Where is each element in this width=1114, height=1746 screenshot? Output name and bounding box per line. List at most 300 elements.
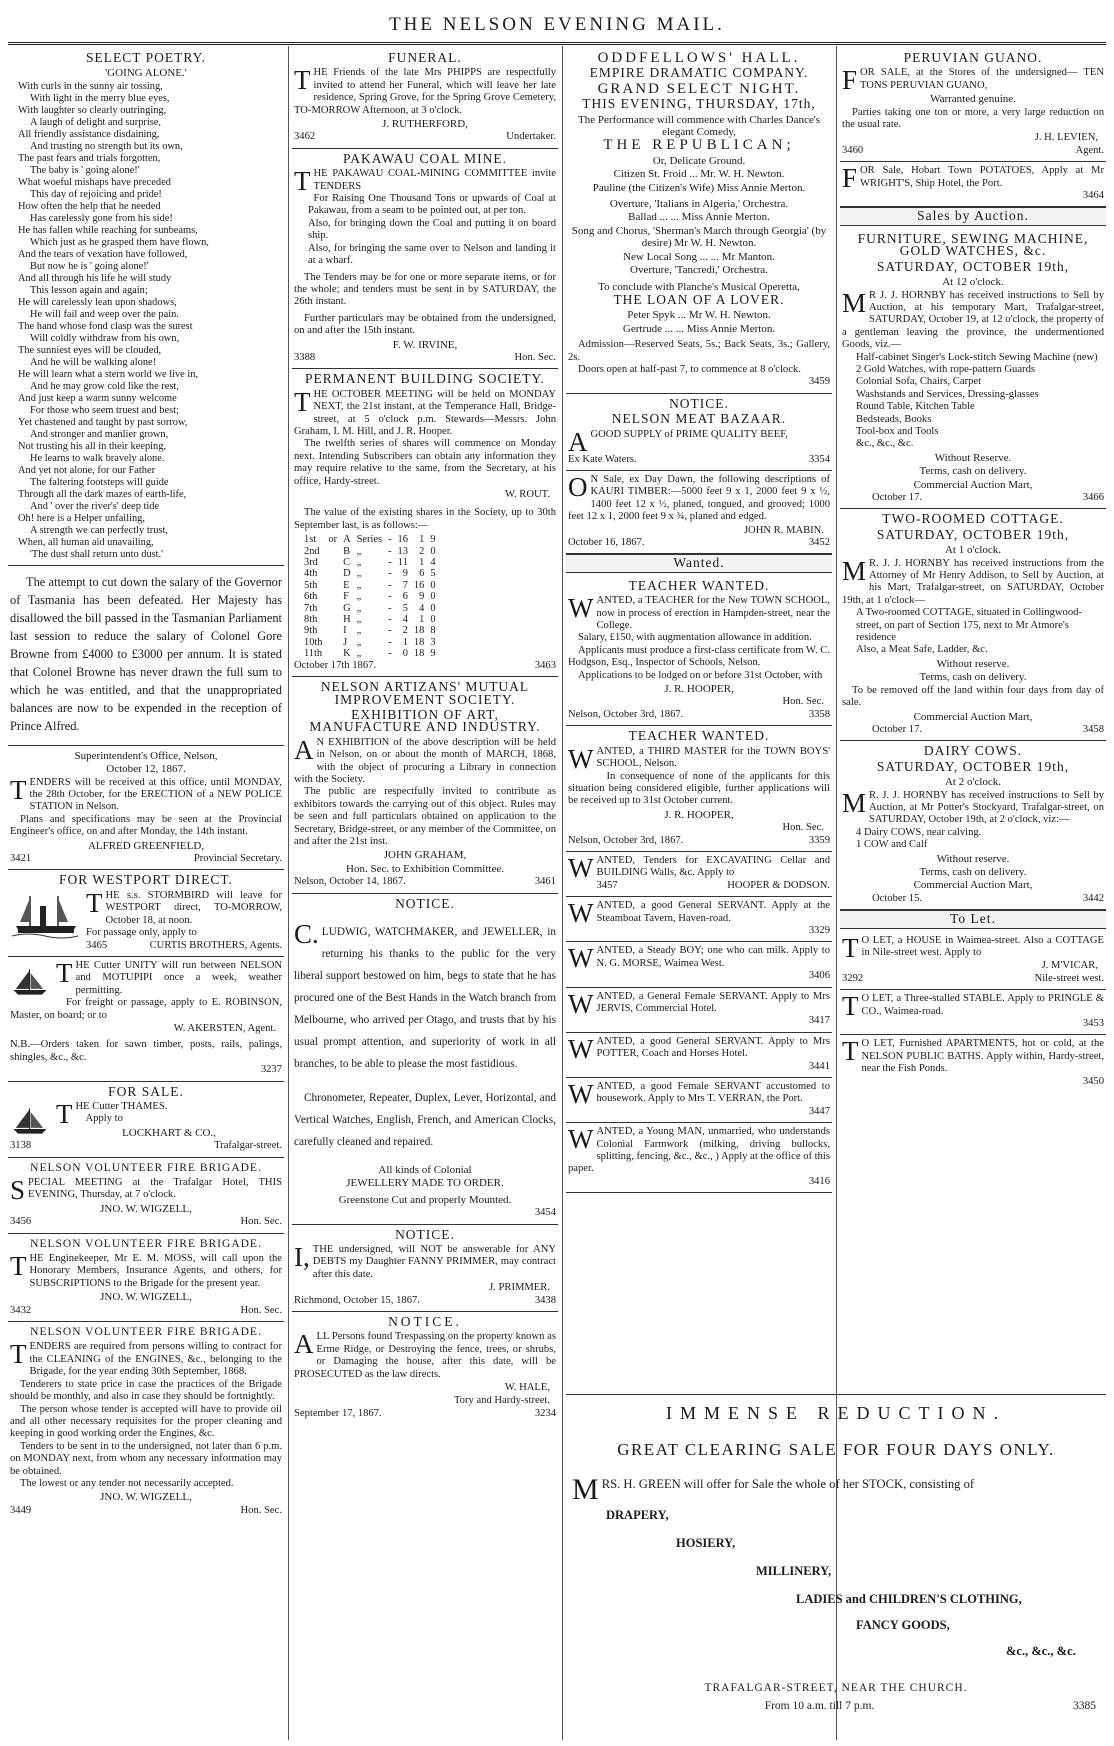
ad-paragraph: [568, 1126, 830, 1176]
ad-signer: JNO. W. WIGZELL,: [100, 1291, 192, 1304]
tender-item: Also, for bringing the same over to Nelson and landing it at a wharf.: [308, 242, 556, 267]
auction-time: At 2 o'clock.: [944, 776, 1002, 789]
forsale-ad: [8, 1082, 284, 1158]
ad-text: To be removed off the land within four days from day of sale.: [842, 684, 1104, 709]
drop-cap: M: [842, 555, 867, 586]
programme-item: Ballad ... ... Miss Annie Merton.: [628, 211, 770, 224]
tolet-ad: [840, 932, 1106, 991]
ad-text: Doors open at half-past 7, to commence at 8 o'clock.: [578, 363, 801, 375]
poem-line: He will carelessly lean upon shadows,: [18, 296, 177, 308]
primmer-ad: [292, 1225, 558, 1312]
shares-cell: A: [343, 534, 351, 546]
ad-note: N.B.—Orders taken for sawn timber, posts, rails, palings, shingles, &c., &c.: [10, 1039, 282, 1063]
auction-items: [842, 827, 1104, 852]
ad-text: The public are respectfully invited to contribute as exhibitors towards the carrying out of this object. Rules may be seen and full particulars obtained on application to the Secretary, Bridge-street, or any member of the Committee, on and after the 21st inst.: [294, 786, 557, 847]
section-heading: SELECT POETRY.: [85, 50, 207, 65]
shares-cell: 0: [402, 648, 408, 660]
poem-line: And yet not alone, for our Father: [18, 464, 156, 476]
cast-line: Gertrude ... ... Miss Annie Merton.: [622, 322, 776, 335]
ad-text: HE PAKAWAU COAL-MINING COMMITTEE invite TENDERS: [313, 168, 556, 192]
poem-line: And ' over the river's' deep tide: [30, 500, 160, 512]
ad-text: Tenders to be sent in to the undersigned, not later than 6 p.m. on MONDAY next, from whom any necessary information may be obtained.: [10, 1440, 282, 1477]
ad-text: PECIAL MEETING at the Trafalgar Hotel, THIS EVENING, Thursday, at 7 o'clock.: [28, 1177, 282, 1201]
fire-brigade-ad-3: [8, 1322, 284, 1521]
section-heading: NELSON VOLUNTEER FIRE BRIGADE.: [30, 1326, 262, 1339]
column-4: [840, 48, 1106, 1386]
ad-date: Nelson, October 3rd, 1867.: [568, 834, 684, 846]
auction-item: Tool-box and Tools: [856, 425, 939, 437]
ad-date: October 17.: [872, 723, 923, 735]
ad-role: Hon. Sec.: [240, 1216, 282, 1228]
column-1: [8, 48, 284, 1740]
poem-line: He will fail and weep over the pain.: [30, 308, 179, 320]
ad-footer: [596, 1061, 830, 1073]
shares-cell: [328, 546, 343, 557]
ad-text: ENDERS will be received at this office, until MONDAY, the 28th October, for the ERECTION of a NEW POLICE STATION in Nelson.: [29, 776, 282, 813]
section-heading: ODDFELLOWS' HALL.: [597, 50, 801, 66]
shares-row: [304, 591, 442, 602]
poem-line: All friendly assistance disdaining,: [18, 128, 160, 140]
masthead-rule: [8, 42, 1106, 45]
drop-cap: W: [568, 988, 594, 1019]
tolet-ad: [840, 1035, 1106, 1092]
ad-date: Nelson, October 3rd, 1867.: [568, 708, 684, 720]
ad-text: Apply to: [85, 1113, 123, 1125]
poem-line: And he may grow cold like the rest,: [30, 380, 179, 392]
ad-ref: 3458: [1082, 723, 1104, 735]
shares-row: [304, 625, 442, 636]
ad-ref: 3447: [808, 1105, 830, 1117]
section-heading: FOR WESTPORT DIRECT.: [58, 872, 234, 888]
shares-cell: 9th: [304, 625, 318, 637]
ad-signer: J. H. LEVIEN,: [1034, 132, 1098, 144]
auction-item: 4 Dairy COWS, near calving.: [856, 826, 982, 838]
shares-cell: 9: [430, 648, 436, 660]
ad-signer: HOOPER & DODSON.: [727, 879, 830, 891]
shares-cell: [328, 625, 343, 636]
ad-footer: [596, 880, 830, 892]
shares-cell: 1: [402, 636, 408, 648]
company-name: EMPIRE DRAMATIC COMPANY.: [589, 65, 809, 81]
ad-ref: 3463: [534, 659, 556, 671]
funeral-ad: [292, 48, 558, 149]
ad-text: HE Enginekeeper, Mr E. M. MOSS, will call upon the Honorary Members, Insurance Agents, and others, for SUBSCRIPTIONS to the Brigade for the present year.: [29, 1253, 282, 1289]
drop-cap: W: [568, 743, 594, 774]
shares-cell: E: [343, 579, 350, 591]
ad-text: Or, Delicate Ground.: [652, 154, 746, 167]
ad-date: Richmond, October 15, 1867.: [294, 1294, 420, 1306]
poem-line: Has carelessly gone from his side!: [30, 212, 173, 224]
ad-text: O LET, a Three-stalled STABLE. Apply to PRINGLE & CO., Waimea-road.: [861, 993, 1104, 1017]
tender-item: Also, for bringing down the Coal and putting it on board ship.: [308, 217, 556, 242]
ad-paragraph: [568, 988, 830, 1019]
shares-cell: „: [356, 545, 362, 557]
ad-text: HE s.s. STORMBIRD will leave for WESTPORT direct, TO-MORROW, October 18, at noon.: [105, 889, 282, 926]
ad-text: Admission—Reserved Seats, 5s.; Back Seats, 3s.; Gallery, 2s.: [568, 339, 830, 363]
ad-text: Ex Kate Waters.: [568, 453, 637, 465]
shares-row: [304, 648, 442, 659]
tolet-ad: [840, 990, 1106, 1035]
drop-cap: T: [56, 957, 73, 988]
ad-ref: 3329: [808, 924, 830, 936]
drop-cap: T: [10, 1251, 27, 1282]
sailboat-icon: [10, 962, 50, 1002]
poem-line: The faltering footsteps will guide: [30, 476, 169, 488]
poem-line: He learns to walk bravely alone.: [30, 452, 165, 464]
auction-item: Half-cabinet Singer's Lock-stitch Sewing Machine (new): [856, 351, 1098, 363]
shares-cell: 2nd: [304, 545, 320, 557]
shares-table: [304, 534, 442, 659]
drop-cap: M: [842, 287, 867, 318]
auction-item: &c., &c., &c.: [856, 438, 914, 450]
shares-cell: 10th: [304, 636, 323, 648]
shares-row: [304, 614, 442, 625]
ad-paragraph: [568, 898, 830, 929]
section-heading: NOTICE.: [388, 1313, 462, 1329]
ad-text: LUDWIG, WATCHMAKER, and JEWELLER, in returning his thanks to the public for the very liberal support bestowed on him, begs to state that he has procured one of the Best Hands in the Watch branch from Melbourne, who arrived per Otago, and trusts that by his usual prompt attention, and superiority of work in all branches, to be able to please the most fastidious.: [294, 926, 556, 1071]
poem-line: This lesson again and again;: [30, 284, 148, 296]
shares-cell: 4: [419, 602, 425, 614]
poem-line: For those who seem truest and best;: [30, 404, 179, 416]
ad-ref: 3465: [86, 939, 108, 951]
ad-footer: [596, 970, 830, 982]
poem-line: The hand whose fond clasp was the surest: [18, 320, 193, 332]
ad-place: Trafalgar-street.: [214, 1140, 282, 1152]
ad-text: Terms, cash on delivery.: [919, 865, 1027, 878]
ad-text: Further particulars may be obtained from the undersigned, on and after the 15th instant.: [294, 312, 556, 337]
section-heading: NELSON VOLUNTEER FIRE BRIGADE.: [30, 1161, 262, 1174]
column-divider: [288, 46, 289, 1740]
auction-date: SATURDAY, OCTOBER 19th,: [876, 258, 1070, 274]
wanted-ad: [566, 1123, 832, 1193]
ad-text: Parties taking one ton or more, a very large reduction on the usual rate.: [842, 106, 1104, 131]
column-divider: [562, 46, 563, 1740]
ad-ref: 3453: [1082, 1018, 1104, 1030]
auction-date: SATURDAY, OCTOBER 19th,: [876, 526, 1070, 542]
wanted-list: [566, 852, 832, 1193]
section-heading: TWO-ROOMED COTTAGE.: [882, 511, 1064, 527]
shares-cell: „: [356, 648, 362, 660]
shares-cell: 16: [413, 579, 425, 591]
poem-line: What woeful mishaps have preceded: [18, 176, 171, 188]
ad-text: Plans and specifications may be seen at the Provincial Engineer's office, on and after Monday, the 14th instant.: [10, 813, 282, 838]
shares-cell: 2: [402, 625, 408, 637]
section-heading: NOTICE.: [395, 895, 455, 911]
ad-text: JEWELLERY MADE TO ORDER.: [346, 1177, 504, 1190]
artizans-ad: [292, 677, 558, 894]
auction-items: [842, 352, 1104, 451]
ad-text: HE Friends of the late Mrs PHIPPS are respectfully invited to attend her Funeral, which will leave her late residence, Spring Grove, for the Spring Grove Cemetery, TO-MORROW Afternoon, at 3 o'clock.: [294, 67, 556, 116]
ad-text: Terms, cash on delivery.: [919, 465, 1027, 478]
drop-cap: A: [294, 734, 314, 765]
fire-brigade-ad-1: [8, 1158, 284, 1234]
sale-headline: IMMENSE REDUCTION.: [666, 1403, 1006, 1423]
ad-signer: J. R. HOOPER,: [664, 808, 734, 821]
shares-cell: [328, 648, 343, 659]
auction-item: Colonial Sofa, Chairs, Carpet: [856, 376, 982, 388]
ad-ref: 3358: [808, 708, 830, 720]
ad-text: THE undersigned, will NOT be answerable for ANY DEBTS my Daughter FANNY PRIMMER, may contract after this date.: [312, 1243, 556, 1280]
auction-items: [842, 607, 1104, 657]
poem-line: And the tears of vexation have followed,: [18, 248, 188, 260]
poem-line: With light in the merry blue eyes,: [30, 92, 170, 104]
ad-footer: [842, 1076, 1104, 1088]
oddfellows-ad: [566, 48, 832, 394]
ad-ref: 3359: [808, 834, 830, 846]
auction-time: At 12 o'clock.: [942, 276, 1004, 289]
stock-list: [566, 1492, 1106, 1658]
shares-cell: 2: [419, 545, 425, 557]
wanted-heading: Wanted.: [566, 554, 832, 572]
shares-cell: 9: [402, 568, 408, 580]
poem-line: And just keep a warm sunny welcome: [18, 392, 177, 404]
drop-cap: I,: [294, 1241, 310, 1272]
drop-cap: W: [568, 852, 594, 883]
shares-cell: or: [328, 534, 338, 546]
drop-cap: T: [294, 65, 311, 96]
ad-signer: J. RUTHERFORD,: [382, 118, 468, 131]
ad-paragraph: [568, 1033, 830, 1064]
ad-footer: [568, 1176, 830, 1188]
sale-hours: [566, 1700, 1106, 1712]
shares-cell: 8: [430, 625, 436, 637]
section-heading: PERUVIAN GUANO.: [903, 50, 1043, 65]
police-tender-ad: [8, 746, 284, 871]
ad-date: October 17.: [872, 492, 923, 503]
shares-cell: 13: [397, 545, 408, 557]
auction-item: Also, a Meat Safe, Ladder, &c.: [856, 644, 988, 656]
programme-item: Song and Chorus, 'Sherman's March through Georgia' (by desire) Mr W. H. Newton.: [571, 224, 827, 250]
poem-line: Through all the dark mazes of earth-life,: [18, 488, 187, 500]
section-heading: PAKAWAU COAL MINE.: [342, 150, 508, 166]
ad-signer: JOHN GRAHAM,: [383, 849, 467, 862]
ad-ref: 3441: [808, 1060, 830, 1072]
poem-line: A strength we can perfectly trust,: [30, 524, 168, 536]
ad-footer: [842, 973, 1104, 985]
poem-title: 'GOING ALONE.': [105, 67, 187, 80]
wanted-ad: [566, 1078, 832, 1123]
stock-item: &c., &c., &c.: [1006, 1644, 1076, 1658]
auction-item: 1 COW and Calf: [856, 839, 928, 851]
drop-cap: M: [842, 787, 867, 818]
ad-text: The Performance will commence with Charles Dance's elegant Comedy,: [577, 113, 821, 139]
sale-address: TRAFALGAR-STREET, NEAR THE CHURCH.: [704, 1682, 968, 1694]
shares-cell: [328, 568, 343, 579]
ad-text: Terms, cash on delivery.: [919, 671, 1027, 684]
ad-text: ANTED, a Young MAN, unmarried, who understands Colonial Farmwork (milking, driving bullocks, splitting, fencing, &c., &c., ) Apply at the office of this paper.: [568, 1126, 830, 1175]
shares-cell: 1: [419, 614, 425, 626]
ad-date: October 16, 1867.: [568, 537, 645, 548]
ad-date: October 12, 1867.: [106, 763, 186, 776]
play-title: THE REPUBLICAN;: [603, 137, 795, 154]
poem-line: With curls in the sunny air tossing,: [18, 80, 163, 92]
ad-text: HE OCTOBER MEETING will be held on MONDAY NEXT, the 21st instant, at the Temperance Hall, Bridge-street, at 5 o'clock p.m. Stewards—Messrs. John Graham, I. M. Hill, and J. R. Hooper.: [294, 388, 556, 437]
ad-text: The person whose tender is accepted will have to provide oil and all other necessary requisites for the proper cleaning and keeping in good working order the Engines, &c.: [10, 1403, 282, 1440]
section-heading: NOTICE.: [669, 395, 729, 411]
event-title: GRAND SELECT NIGHT.: [597, 80, 801, 97]
shares-cell: -: [388, 636, 392, 648]
ad-ref: 3462: [294, 131, 316, 143]
shares-cell: 3: [430, 636, 436, 648]
shares-cell: 1st: [304, 534, 317, 546]
shares-cell: 9: [430, 534, 436, 546]
drop-cap: A: [568, 426, 588, 457]
ad-text: To conclude with Planche's Musical Operetta,: [598, 280, 800, 293]
cast-line: Citizen St. Froid ... Mr. W. H. Newton.: [613, 168, 785, 181]
ad-signer: CURTIS BROTHERS, Agents.: [149, 939, 282, 951]
ad-ref: 3460: [842, 144, 864, 156]
shares-cell: K: [343, 648, 351, 660]
poem-line: And all through his life he will study: [18, 272, 172, 284]
drop-cap: T: [10, 1339, 27, 1370]
ad-ref: 3438: [534, 1294, 556, 1306]
ad-ref: 3466: [1082, 492, 1104, 503]
stock-item: DRAPERY,: [606, 1508, 669, 1522]
ad-paragraph: [568, 943, 830, 974]
shares-cell: 6: [419, 568, 425, 580]
ad-text: The value of the existing shares in the Society, up to 30th September last, is as follows:—: [294, 507, 556, 531]
shares-cell: 5: [430, 568, 436, 580]
drop-cap: T: [842, 932, 859, 963]
stock-item: MILLINERY,: [756, 1564, 832, 1578]
wanted-ad: [566, 988, 832, 1033]
ad-text: OR Sale, Hobart Town POTATOES, Apply at Mr WRIGHT'S, Ship Hotel, the Port.: [860, 165, 1104, 189]
poem-line: Will coldly withdraw from his own,: [30, 332, 180, 344]
ad-date: October 15.: [872, 892, 923, 904]
shares-cell: [328, 614, 343, 625]
drop-cap: T: [10, 774, 27, 805]
ad-footer: [862, 1018, 1105, 1030]
ad-text: HE Cutter UNITY will run between NELSON and MOTUPIPI once a week, weather permitting.: [75, 959, 282, 996]
ad-signer: LOCKHART & CO.,: [122, 1126, 216, 1139]
drop-cap: W: [568, 898, 594, 929]
wanted-ad: [566, 942, 832, 987]
ad-text: Chronometer, Repeater, Duplex, Lever, Horizontal, and Vertical Watches, English, French, and American Clocks, carefully cleaned and repaired.: [294, 1091, 556, 1148]
ad-text: OR SALE, at the Stores of the undersigned— TEN TONS PERUVIAN GUANO,: [860, 67, 1104, 91]
ad-text: All kinds of Colonial: [378, 1163, 472, 1176]
poem-line: And trusting no strength but its own,: [30, 140, 183, 152]
poetry-section: [8, 48, 284, 566]
ad-paragraph: [568, 1079, 830, 1110]
ad-ref: 3452: [808, 537, 830, 548]
ad-text: ANTED, a THIRD MASTER for the TOWN BOYS' SCHOOL, Nelson.: [596, 745, 830, 770]
programme-item: New Local Song ... ... Mr Manton.: [623, 250, 775, 263]
ad-text: GOOD SUPPLY of PRIME QUALITY BEEF,: [590, 428, 788, 440]
shares-cell: 11: [397, 557, 408, 569]
ad-text: The twelfth series of shares will commence on Monday next. Intending Subscribers can obtain any information they may require relative to the same, from the Secretary, at his office, Hardy-street.: [294, 438, 556, 487]
section-heading: NELSON ARTIZANS' MUTUAL IMPROVEMENT SOCIETY.: [320, 679, 530, 707]
shares-cell: 8th: [304, 614, 318, 626]
shares-cell: 0: [430, 579, 436, 591]
drop-cap: T: [842, 991, 859, 1022]
drop-cap: S: [10, 1175, 26, 1205]
poem-line: 'The dust shall return unto dust.': [30, 548, 164, 560]
shares-cell: -: [388, 534, 392, 546]
drop-cap: C.: [294, 919, 319, 950]
poem-line: The baby is ' going alone!': [30, 164, 140, 176]
shares-cell: B: [343, 545, 351, 557]
unity-ad: [8, 957, 284, 1082]
drop-cap: F: [842, 65, 858, 96]
shares-cell: „: [356, 625, 362, 637]
shares-cell: 4th: [304, 568, 318, 580]
westport-ad: [8, 870, 284, 956]
ad-text: Commercial Auction Mart,: [913, 879, 1033, 892]
wanted-ad: [566, 852, 832, 897]
ad-ref: 3459: [808, 376, 830, 388]
hours-text: From 10 a.m. till 7 p.m.: [764, 1700, 875, 1712]
hale-ad: [292, 1312, 558, 1424]
ad-text: N Sale, ex Day Dawn, the following descriptions of KAURI TIMBER:—5000 feet 9 x 1, 2000 feet 9 x ½, 1400 feet 12 x ½, planed, tongued, and grooved; 1000 feet 12 x 1, 2000 feet 9 x ¾, planed and edged.: [568, 473, 830, 523]
ad-date: Nelson, October 14, 1867.: [294, 876, 406, 888]
shares-cell: [328, 603, 343, 614]
auction-item: Bedsteads, Books: [856, 413, 932, 425]
sailboat-icon: [10, 1103, 50, 1139]
ad-ref: 3406: [808, 970, 830, 982]
auction-furniture: [840, 229, 1106, 510]
shares-cell: D: [343, 568, 351, 580]
ad-text: For passage only, apply to: [86, 927, 197, 939]
pakawau-ad: [292, 149, 558, 370]
poem-line: The sunniest eyes will be clouded,: [18, 344, 162, 356]
shares-cell: [328, 637, 343, 648]
ad-text: Warranted genuine.: [930, 93, 1016, 106]
ad-ref: 3449: [10, 1504, 32, 1516]
drop-cap: M: [572, 1473, 599, 1506]
ad-signer: JNO. W. WIGZELL,: [100, 1491, 192, 1504]
ad-text: R. J. J. HORNBY has received instructions from the Attorney of Mr Henry Addison, to Sell by Auction, at his Mart, Trafalgar-street, on SATURDAY, October 19th, at 1 o'clock—: [842, 557, 1104, 606]
shares-row: [304, 603, 442, 614]
drop-cap: O: [568, 471, 588, 502]
shares-cell: 6: [402, 591, 408, 603]
ad-role: Undertaker.: [506, 131, 556, 143]
shares-cell: 6th: [304, 591, 318, 603]
ad-paragraph: [842, 1038, 1104, 1075]
shares-cell: -: [388, 602, 392, 614]
tender-item: For Raising One Thousand Tons or upwards of Coal at Pakawau, from a seam to be pointed out, at per ton.: [308, 193, 556, 217]
shares-cell: -: [388, 614, 392, 626]
ad-footer: [596, 925, 830, 937]
poem-line: He will learn what a stern world we live in,: [18, 368, 199, 380]
drop-cap: T: [842, 1036, 859, 1067]
operetta-title: THE LOAN OF A LOVER.: [613, 291, 785, 307]
drop-cap: W: [568, 943, 594, 974]
ad-role: Agent.: [1075, 144, 1104, 156]
drop-cap: T: [294, 166, 311, 197]
section-subheading: EXHIBITION OF ART, MANUFACTURE AND INDUSTRY.: [309, 706, 541, 735]
shares-cell: 4: [402, 614, 408, 626]
shares-cell: 3rd: [304, 557, 318, 569]
shares-cell: 16: [397, 534, 408, 546]
drop-cap: T: [56, 1098, 73, 1129]
ad-footer: [596, 1106, 830, 1118]
programme-item: Overture, 'Tancredi,' Orchestra.: [630, 264, 768, 277]
newspaper-title: THE NELSON EVENING MAIL.: [389, 14, 725, 35]
auction-item: Washstands and Services, Dressing-glasses: [856, 388, 1039, 400]
programme-item: Overture, 'Italians in Algeria,' Orchestra.: [609, 198, 789, 211]
tasmania-article: [8, 566, 284, 746]
ad-text: O LET, a HOUSE in Waimea-street. Also a COTTAGE in Nile-street west. Apply to: [861, 934, 1104, 958]
ad-signer: J. M'VICAR,: [1041, 960, 1098, 972]
ad-ref: 3450: [1082, 1075, 1104, 1087]
ad-text: R. J. J. HORNBY has received instructions to Sell by Auction, at Mr Potter's Stockyard, Trafalgar-street, on SATURDAY, October 19th, at 2 o'clock, viz:—: [869, 789, 1104, 826]
shares-cell: 18: [413, 648, 425, 660]
ad-role: Nile-street west.: [1034, 972, 1104, 984]
ad-role: Tory and Hardy-street.: [453, 1395, 550, 1407]
ad-ref: 3432: [10, 1304, 32, 1316]
shares-cell: 0: [430, 545, 436, 557]
ad-text: The Tenders may be for one or more separate items, or for the whole; and tenders must be sent in by SATURDAY, the 26th instant.: [294, 271, 556, 308]
